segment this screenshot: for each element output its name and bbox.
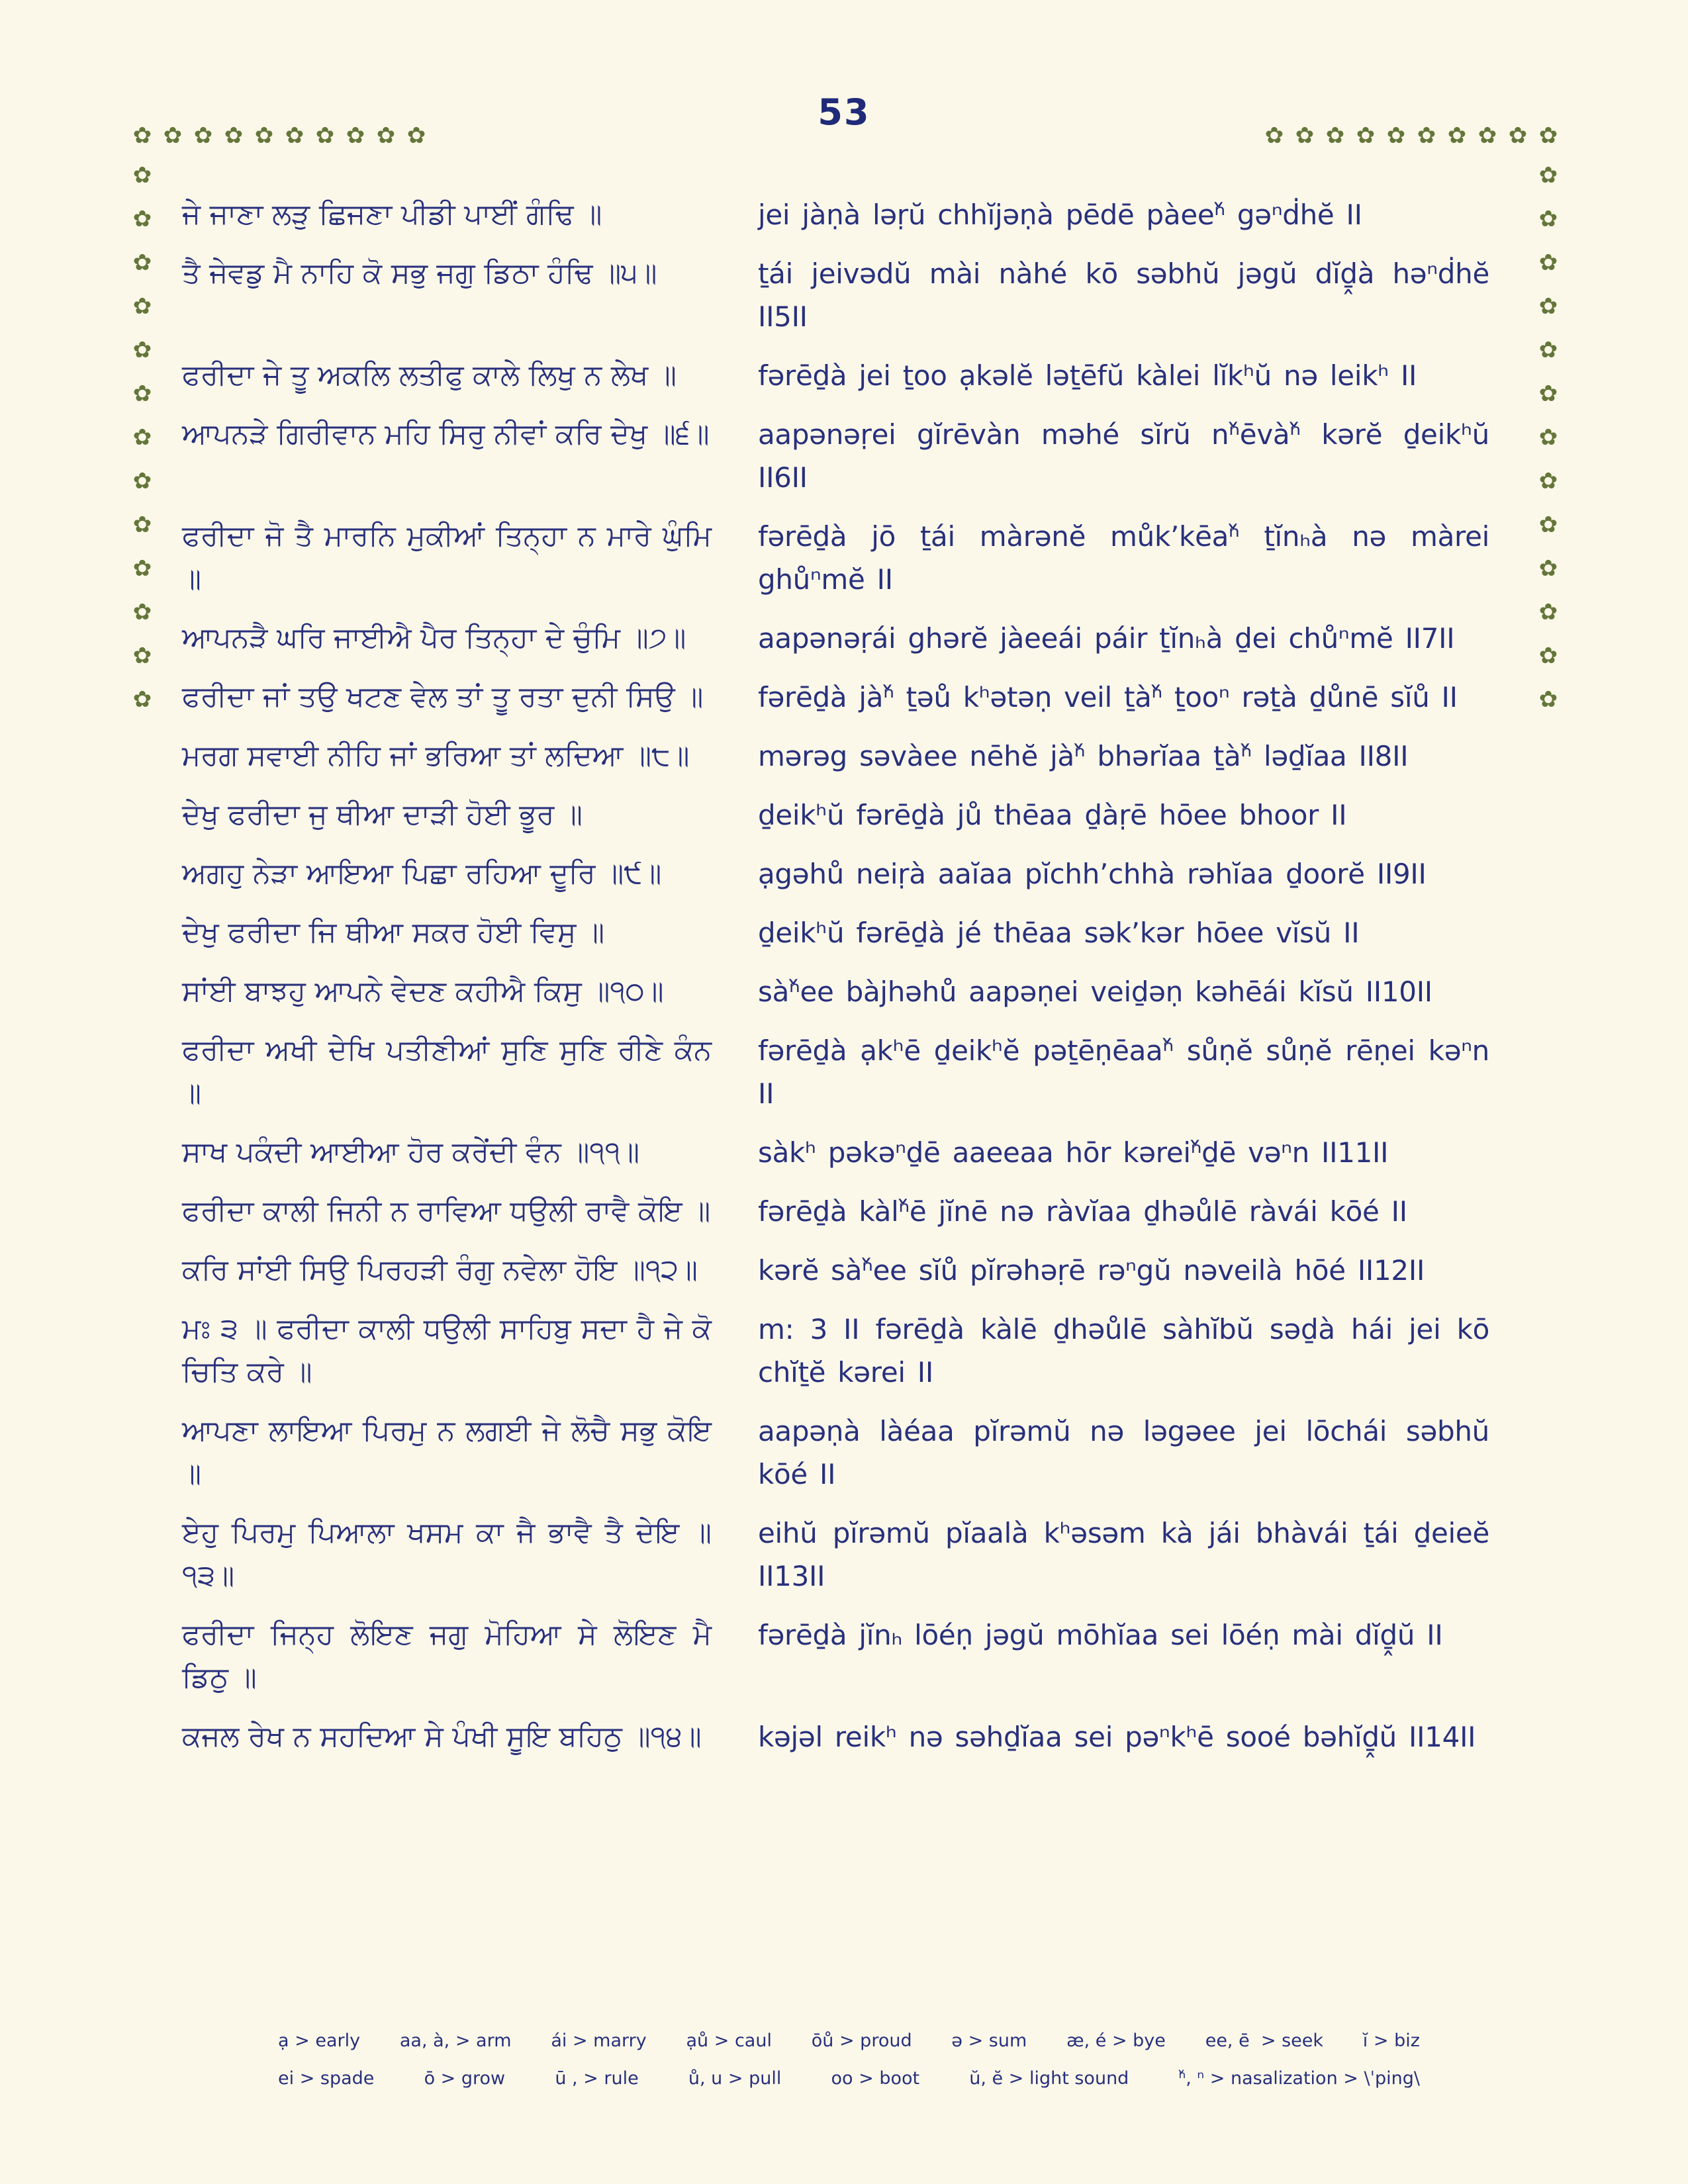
flower-ornament-icon: ✿	[376, 122, 396, 149]
verse-row	[182, 676, 1489, 719]
verse-row	[182, 193, 1489, 236]
flower-ornament-icon: ✿	[193, 122, 213, 149]
flower-ornament-icon: ✿	[1264, 122, 1284, 149]
gurmukhi-line: ਕਰਿ ਸਾਂਈ ਸਿਉ ਪਿਰਹੜੀ ਰੰਗੁ ਨਵੇਲਾ ਹੋਇ ॥੧੨॥	[182, 1253, 698, 1287]
transliteration-line: ḏeikʰŭ fərēḏà jů thēaa ḏàṛē hōee bhoor II	[758, 799, 1347, 831]
legend-item: ạ > early	[278, 2030, 361, 2051]
flower-ornament-icon: ✿	[132, 599, 152, 625]
verse-row	[182, 911, 1489, 954]
gurmukhi-line: ਆਪਨੜੇ ਗਿਰੀਵਾਨ ਮਹਿ ਸਿਰੁ ਨੀਵਾਂ ਕਰਿ ਦੇਖੁ ॥੬॥	[182, 418, 710, 451]
transliteration-line: kəjəl reikʰ nə səhḏĭaa sei pəⁿkʰē sooé bəhĭḏ̭ŭ II14II	[758, 1721, 1476, 1753]
flower-ornament-icon: ✿	[132, 512, 152, 538]
verse-row	[182, 413, 1489, 499]
gurmukhi-line: ਮਃ ੩ ॥ ਫਰੀਦਾ ਕਾਲੀ ਧਉਲੀ ਸਾਹਿਬੁ ਸਦਾ ਹੈ ਜੇ ਕੋ ਚਿਤਿ ਕਰੇ ॥	[182, 1312, 712, 1388]
gurmukhi-line: ਫਰੀਦਾ ਜੋ ਤੈ ਮਾਰਨਿ ਮੁਕੀਆਂ ਤਿਨ੍ਹਾ ਨ ਮਾਰੇ ਘੁੰਮਿ ॥	[182, 520, 712, 596]
transliteration-line: fərēḏà jō ṯái màrənĕ můk’kēaⁿ̌ ṯĭnₕà nə màrei ghůⁿmĕ II	[758, 520, 1489, 596]
transliteration-line: aapənəṛei gĭrēvàn məhé sĭrŭ nⁿ̌ēvàⁿ̌ kərĕ ḏeikʰŭ II6II	[758, 418, 1489, 494]
transliteration-line: aapənəṛái ghərĕ jàeeái páir ṯĭnₕà ḏei chůⁿmĕ II7II	[758, 622, 1455, 655]
flower-ornament-icon: ✿	[315, 122, 335, 149]
flower-ornament-icon: ✿	[1538, 250, 1558, 276]
verse-list	[182, 193, 1489, 1774]
flower-ornament-icon: ✿	[285, 122, 305, 149]
gurmukhi-line: ਕਜਲ ਰੇਖ ਨ ਸਹਦਿਆ ਸੇ ਪੰਖੀ ਸੂਇ ਬਹਿਠੁ ॥੧੪॥	[182, 1720, 702, 1753]
flower-ornament-icon: ✿	[132, 162, 152, 189]
verse-row	[182, 515, 1489, 601]
verse-row	[182, 617, 1489, 660]
transliteration-line: ṯái jeivədŭ mài nàhé kō səbhŭ jəgŭ dĭḏ̭à həⁿḋhĕ II5II	[758, 257, 1489, 333]
flower-ornament-icon: ✿	[1538, 555, 1558, 582]
verse-row	[182, 970, 1489, 1013]
transliteration-line: fərēḏà jei ṯoo ạkəlĕ ləṯēfŭ kàlei lĭkʰŭ nə leikʰ II	[758, 359, 1417, 392]
legend-item: ŭ, ĕ > light sound	[969, 2068, 1129, 2089]
verse-row	[182, 1029, 1489, 1115]
ornament-row-top-right	[1259, 120, 1564, 151]
verse-row	[182, 354, 1489, 397]
flower-ornament-icon: ✿	[346, 122, 365, 149]
flower-ornament-icon: ✿	[406, 122, 426, 149]
gurmukhi-line: ਜੇ ਜਾਣਾ ਲੜੁ ਛਿਜਣਾ ਪੀਡੀ ਪਾਈਂ ਗੰਢਿ ॥	[182, 198, 602, 231]
gurmukhi-line: ਮਰਗ ਸਵਾਈ ਨੀਹਿ ਜਾਂ ਭਰਿਆ ਤਾਂ ਲਦਿਆ ॥੮॥	[182, 739, 690, 772]
verse-row	[182, 1131, 1489, 1174]
flower-ornament-icon: ✿	[132, 206, 152, 232]
verse-row	[182, 852, 1489, 895]
verse-row	[182, 1614, 1489, 1700]
legend-row-2	[278, 2068, 1420, 2089]
gurmukhi-line: ਫਰੀਦਾ ਜਿਨ੍ਹ ਲੋਇਣ ਜਗੁ ਮੋਹਿਆ ਸੇ ਲੋਇਣ ਮੈ ਡਿਠੁ ॥	[182, 1618, 712, 1694]
flower-ornament-icon: ✿	[132, 424, 152, 451]
verse-row	[182, 252, 1489, 338]
pronunciation-legend	[278, 2030, 1420, 2106]
transliteration-line: sàⁿ̌ee bàjhəhů aapəṇei veiḏəṇ kəhēái kĭsŭ II10II	[758, 976, 1432, 1008]
gurmukhi-line: ਫਰੀਦਾ ਅਖੀ ਦੇਖਿ ਪਤੀਣੀਆਂ ਸੁਣਿ ਸੁਣਿ ਰੀਣੇ ਕੰਨ ॥	[182, 1034, 712, 1110]
verse-row	[182, 794, 1489, 837]
legend-item: ĭ > biz	[1362, 2030, 1420, 2051]
gurmukhi-line: ਫਰੀਦਾ ਕਾਲੀ ਜਿਨੀ ਨ ਰਾਵਿਆ ਧਉਲੀ ਰਾਵੈ ਕੋਇ ॥	[182, 1195, 711, 1228]
transliteration-line: ạgəhů neiṛà aaĭaa pĭchh’chhà rəhĭaa ḏoorĕ II9II	[758, 858, 1427, 890]
gurmukhi-line: ਦੇਖੁ ਫਰੀਦਾ ਜੁ ਥੀਆ ਦਾੜੀ ਹੋਈ ਭੂਰ ॥	[182, 798, 583, 831]
flower-ornament-icon: ✿	[132, 468, 152, 494]
legend-item: ạů > caul	[686, 2030, 772, 2051]
verse-row	[182, 1512, 1489, 1598]
transliteration-line: jei jàṇà ləṛŭ chhĭjəṇà pēdē pàeeⁿ̌ gəⁿḋhĕ II	[758, 199, 1362, 231]
transliteration-line: m: 3 II fərēḏà kàlē ḏhəůlē sàhĭbŭ səḏà hái jei kō chĭṯĕ kərei II	[758, 1313, 1489, 1388]
gurmukhi-line: ਫਰੀਦਾ ਜੇ ਤੂ ਅਕਲਿ ਲਤੀਫੁ ਕਾਲੇ ਲਿਖੁ ਨ ਲੇਖ ॥	[182, 359, 677, 392]
gurmukhi-line: ਸਾਖ ਪਕੰਦੀ ਆਈਆ ਹੋਰ ਕਰੇਂਦੀ ਵੰਨ ॥੧੧॥	[182, 1136, 640, 1169]
ornament-column-right	[1533, 160, 1564, 715]
flower-ornament-icon: ✿	[1386, 122, 1406, 149]
flower-ornament-icon: ✿	[132, 250, 152, 276]
flower-ornament-icon: ✿	[1447, 122, 1467, 149]
gurmukhi-line: ਏਹੁ ਪਿਰਮੁ ਪਿਆਲਾ ਖਸਮ ਕਾ ਜੈ ਭਾਵੈ ਤੈ ਦੇਇ ॥੧੩॥	[182, 1516, 712, 1592]
flower-ornament-icon: ✿	[1356, 122, 1376, 149]
transliteration-line: eihŭ pĭrəmŭ pĭaalà kʰəsəm kà jái bhàvái ṯái ḏeieĕ II13II	[758, 1517, 1489, 1592]
verse-row	[182, 1249, 1489, 1292]
legend-item: ōů > proud	[811, 2030, 912, 2051]
flower-ornament-icon: ✿	[254, 122, 274, 149]
transliteration-line: kərĕ sàⁿ̌ee sĭů pĭrəhəṛē rəⁿgŭ nəveilà hōé II12II	[758, 1254, 1425, 1287]
legend-item: æ, é > bye	[1066, 2030, 1166, 2051]
transliteration-line: fərēḏà jĭnₕ lōéṇ jəgŭ mōhĭaa sei lōéṇ mài dĭḏ̭ŭ II	[758, 1619, 1443, 1651]
gurmukhi-line: ਫਰੀਦਾ ਜਾਂ ਤਉ ਖਟਣ ਵੇਲ ਤਾਂ ਤੂ ਰਤਾ ਦੁਨੀ ਸਿਉ ॥	[182, 680, 704, 713]
transliteration-line: ḏeikʰŭ fərēḏà jé thēaa sək’kər hōee vĭsŭ II	[758, 917, 1360, 949]
flower-ornament-icon: ✿	[1538, 122, 1558, 149]
gurmukhi-line: ਅਗਹੁ ਨੇੜਾ ਆਇਆ ਪਿਛਾ ਰਹਿਆ ਦੂਰਿ ॥੯॥	[182, 857, 662, 890]
gurmukhi-line: ਤੈ ਜੇਵਡੁ ਮੈ ਨਾਹਿ ਕੋ ਸਭੁ ਜਗੁ ਡਿਠਾ ਹੰਢਿ ॥੫॥	[182, 257, 657, 290]
flower-ornament-icon: ✿	[132, 643, 152, 669]
flower-ornament-icon: ✿	[1508, 122, 1528, 149]
flower-ornament-icon: ✿	[224, 122, 244, 149]
transliteration-line: fərēḏà jàⁿ̌ ṯəů kʰətəṇ veil ṯàⁿ̌ ṯooⁿ rəṯà ḏůnē sĭů II	[758, 681, 1458, 713]
transliteration-line: sàkʰ pəkəⁿḏē aaeeaa hōr kəreiⁿ̌ḏē vəⁿn II11II	[758, 1136, 1389, 1169]
ornament-column-left	[127, 160, 158, 715]
verse-row	[182, 1715, 1489, 1758]
flower-ornament-icon: ✿	[163, 122, 183, 149]
flower-ornament-icon: ✿	[132, 293, 152, 320]
flower-ornament-icon: ✿	[132, 686, 152, 713]
page-number: 53	[818, 91, 870, 133]
verse-row	[182, 1190, 1489, 1233]
flower-ornament-icon: ✿	[132, 122, 152, 149]
verse-row	[182, 1410, 1489, 1496]
flower-ornament-icon: ✿	[1325, 122, 1345, 149]
gurmukhi-line: ਆਪਣਾ ਲਾਇਆ ਪਿਰਮੁ ਨ ਲਗਈ ਜੇ ਲੋਚੈ ਸਭੁ ਕੋਇ ॥	[182, 1414, 712, 1490]
flower-ornament-icon: ✿	[1538, 643, 1558, 669]
flower-ornament-icon: ✿	[1477, 122, 1497, 149]
flower-ornament-icon: ✿	[1538, 686, 1558, 713]
legend-item: ái > marry	[551, 2030, 647, 2051]
flower-ornament-icon: ✿	[1538, 293, 1558, 320]
flower-ornament-icon: ✿	[132, 381, 152, 407]
ornament-row-top-left	[127, 120, 432, 151]
flower-ornament-icon: ✿	[132, 337, 152, 363]
flower-ornament-icon: ✿	[1538, 599, 1558, 625]
verse-row	[182, 735, 1489, 778]
legend-item: ů, u > pull	[688, 2068, 782, 2089]
flower-ornament-icon: ✿	[1538, 337, 1558, 363]
flower-ornament-icon: ✿	[132, 555, 152, 582]
flower-ornament-icon: ✿	[1538, 512, 1558, 538]
verse-row	[182, 1308, 1489, 1394]
flower-ornament-icon: ✿	[1538, 162, 1558, 189]
legend-item: oo > boot	[831, 2068, 920, 2089]
legend-item: ee, ē > seek	[1205, 2030, 1323, 2051]
gurmukhi-line: ਦੇਖੁ ਫਰੀਦਾ ਜਿ ਥੀਆ ਸਕਰ ਹੋਈ ਵਿਸੁ ॥	[182, 916, 605, 949]
legend-item: ⁿ̌, ⁿ > nasalization > \ˈping\	[1178, 2068, 1420, 2089]
legend-item: ə > sum	[951, 2030, 1027, 2051]
flower-ornament-icon: ✿	[1417, 122, 1436, 149]
flower-ornament-icon: ✿	[1538, 468, 1558, 494]
legend-item: ō > grow	[424, 2068, 506, 2089]
transliteration-line: fərēḏà ạkʰē ḏeikʰĕ pəṯēṇēaaⁿ̌ sůṇĕ sůṇĕ rēṇei kəⁿn II	[758, 1034, 1489, 1110]
flower-ornament-icon: ✿	[1295, 122, 1315, 149]
flower-ornament-icon: ✿	[1538, 424, 1558, 451]
transliteration-line: mərəg səvàee nēhĕ jàⁿ̌ bhərĭaa ṯàⁿ̌ ləḏĭaa II8II	[758, 740, 1409, 772]
transliteration-line: aapəṇà làéaa pĭrəmŭ nə ləgəee jei lōchái səbhŭ kōé II	[758, 1415, 1489, 1490]
gurmukhi-line: ਸਾਂਈ ਬਾਝਹੁ ਆਪਨੇ ਵੇਦਣ ਕਹੀਐ ਕਿਸੁ ॥੧੦॥	[182, 975, 664, 1008]
flower-ornament-icon: ✿	[1538, 381, 1558, 407]
legend-row-1	[278, 2030, 1420, 2051]
gurmukhi-line: ਆਪਨੜੈ ਘਰਿ ਜਾਈਐ ਪੈਰ ਤਿਨ੍ਹਾ ਦੇ ਚੁੰਮਿ ॥੭॥	[182, 621, 686, 655]
legend-item: ei > spade	[278, 2068, 375, 2089]
flower-ornament-icon: ✿	[1538, 206, 1558, 232]
transliteration-line: fərēḏà kàlⁿ̌ē jĭnē nə ràvĭaa ḏhəůlē ràvái kōé II	[758, 1195, 1407, 1228]
legend-item: ū , > rule	[555, 2068, 639, 2089]
legend-item: aa, à, > arm	[399, 2030, 512, 2051]
